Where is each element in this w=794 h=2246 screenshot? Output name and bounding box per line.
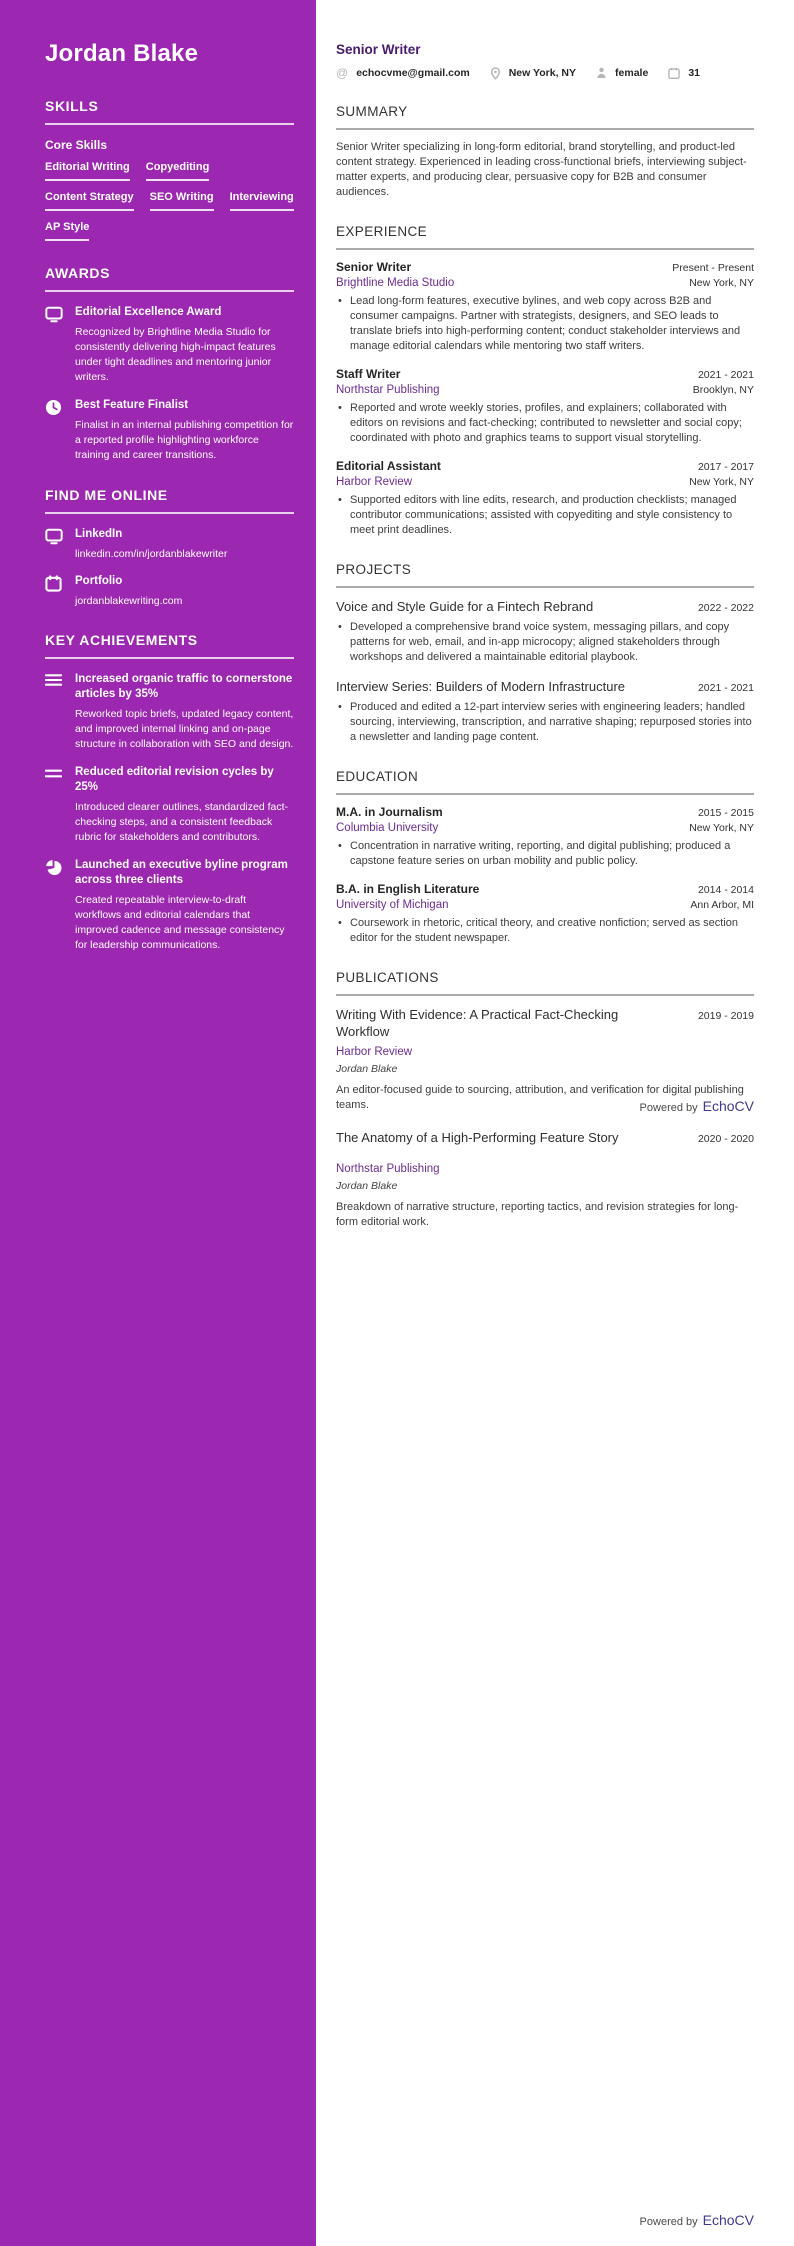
publication-author: Jordan Blake xyxy=(336,1180,398,1192)
monitor-icon xyxy=(45,527,63,561)
publications-heading: PUBLICATIONS xyxy=(336,970,754,996)
achievement-title: Increased organic traffic to cornerstone articles by 35% xyxy=(75,673,293,700)
summary-section xyxy=(336,104,754,200)
contact-age: 31 xyxy=(688,67,700,79)
sidebar xyxy=(0,0,316,2246)
echocv-brand-link[interactable]: EchoCV xyxy=(702,2212,754,2228)
online-link-item[interactable] xyxy=(45,574,294,608)
list-icon xyxy=(45,672,63,752)
key-achievements-section xyxy=(45,632,294,953)
experience-company-link[interactable]: Brightline Media Studio xyxy=(336,277,455,289)
achievement-item xyxy=(45,672,294,752)
experience-company-link[interactable]: Northstar Publishing xyxy=(336,384,440,396)
find-me-online-section xyxy=(45,487,294,608)
achievement-item xyxy=(45,765,294,845)
achievement-title: Launched an executive byline program across three clients xyxy=(75,859,288,886)
job-title: Senior Writer xyxy=(336,42,421,57)
projects-heading: PROJECTS xyxy=(336,562,754,588)
education-degree: M.A. in Journalism xyxy=(336,805,443,819)
online-link-label: LinkedIn xyxy=(75,528,123,540)
education-entry xyxy=(336,882,754,946)
skill-tag: Interviewing xyxy=(230,191,294,211)
achievement-description: Introduced clearer outlines, standardized fact-checking steps, and a consistent feedback rubric for stakeholders and contributors. xyxy=(75,801,289,843)
education-dates: 2015 - 2015 xyxy=(697,807,754,819)
experience-title: Editorial Assistant xyxy=(336,459,441,473)
award-item xyxy=(45,398,294,463)
lines-icon xyxy=(45,765,63,845)
key-achievements-heading: KEY ACHIEVEMENTS xyxy=(45,632,294,659)
project-bullet: • Developed a comprehensive brand voice system, messaging pillars, and copy patterns for web, email, and in-app microcopy; aligned stakeholders through workshops and delivered a maintainable editorial playbook. xyxy=(336,620,754,665)
experience-company-link[interactable]: Harbor Review xyxy=(336,476,413,488)
projects-section xyxy=(336,562,754,745)
skill-tag: Copyediting xyxy=(146,161,210,181)
main-column xyxy=(336,0,754,1159)
publication-dates: 2020 - 2020 xyxy=(697,1133,754,1145)
education-school-link[interactable]: University of Michigan xyxy=(336,899,449,911)
experience-heading: EXPERIENCE xyxy=(336,224,754,250)
person-name: Jordan Blake xyxy=(45,40,199,67)
publication-description: Breakdown of narrative structure, reporting tactics, and revision strategies for long-form editorial work. xyxy=(336,1201,739,1228)
achievement-title: Reduced editorial revision cycles by 25% xyxy=(75,766,274,793)
experience-bullet: • Supported editors with line edits, research, and production checklists; managed contributor communications; assisted with copyediting and style consistency to meet print deadlines. xyxy=(336,493,754,538)
awards-heading: AWARDS xyxy=(45,265,294,292)
education-bullet: • Concentration in narrative writing, reporting, and digital publishing; produced a capstone feature series on urban mobility and public policy. xyxy=(336,839,754,869)
award-description: Finalist in an internal publishing competition for a reported profile highlighting workforce training and career transitions. xyxy=(75,419,294,461)
experience-bullet: • Reported and wrote weekly stories, profiles, and explainers; collaborated with editors on revisions and fact-checking; contributed to newsletter and social copy; coordinated with photo and graphics teams to support visual storytelling. xyxy=(336,401,754,446)
award-title: Editorial Excellence Award xyxy=(75,306,222,318)
project-entry xyxy=(336,598,754,665)
publication-publisher-link[interactable]: Northstar Publishing xyxy=(336,1163,440,1175)
skills-group-label: Core Skills xyxy=(45,138,108,152)
skill-tag: SEO Writing xyxy=(150,191,214,211)
project-bullet: • Produced and edited a 12-part interview series with engineering leaders; handled sourcing, interviewing, transcription, and narrative shaping; repurposed stories into a newsletter and landing page content. xyxy=(336,700,754,745)
education-heading: EDUCATION xyxy=(336,769,754,795)
calendar-icon xyxy=(668,67,680,79)
education-entry xyxy=(336,805,754,869)
monitor-icon xyxy=(45,305,63,385)
skill-tags xyxy=(45,161,294,241)
location-pin-icon xyxy=(490,67,501,80)
experience-entry xyxy=(336,367,754,446)
education-dates: 2014 - 2014 xyxy=(697,884,754,896)
experience-title: Senior Writer xyxy=(336,260,412,274)
project-title: Interview Series: Builders of Modern Infrastructure xyxy=(336,679,626,694)
online-link-url[interactable]: jordanblakewriting.com xyxy=(75,595,183,607)
skills-heading: SKILLS xyxy=(45,98,294,125)
summary-text: Senior Writer specializing in long-form editorial, brand storytelling, and product-led content strategy. Experienced in leading cross-functional briefs, interviewing subject-matter experts, and producing clear, persuasive copy for B2B and consumer audiences. xyxy=(336,141,747,198)
award-item xyxy=(45,305,294,385)
achievement-description: Reworked topic briefs, updated legacy content, and improved internal linking and on-page structure in collaboration with SEO and design. xyxy=(75,708,294,750)
project-dates: 2021 - 2021 xyxy=(697,682,754,694)
online-link-item[interactable] xyxy=(45,527,294,561)
education-location: New York, NY xyxy=(689,822,754,834)
powered-by-label: Powered by xyxy=(639,2216,698,2228)
publication-title: Writing With Evidence: A Practical Fact-Checking Workflow xyxy=(336,1007,619,1039)
experience-dates: Present - Present xyxy=(672,262,754,274)
online-link-body xyxy=(75,574,182,608)
publication-dates: 2019 - 2019 xyxy=(697,1010,754,1022)
education-degree: B.A. in English Literature xyxy=(336,882,480,896)
project-title: Voice and Style Guide for a Fintech Rebrand xyxy=(336,599,594,614)
publication-entry xyxy=(336,1006,754,1113)
find-me-online-heading: FIND ME ONLINE xyxy=(45,487,294,514)
achievement-item xyxy=(45,858,294,953)
calendar-icon xyxy=(45,574,63,608)
experience-bullet: • Lead long-form features, executive bylines, and web copy across B2B and consumer campaigns. Partner with strategists, designers, and SEO leads to translate briefs into high-performing content; conduct stakeholder interviews and manage editorial calendars while mentoring two staff writers. xyxy=(336,294,754,354)
publication-author: Jordan Blake xyxy=(336,1063,398,1075)
experience-title: Staff Writer xyxy=(336,367,401,381)
experience-location: New York, NY xyxy=(689,476,754,488)
pie-chart-icon xyxy=(45,858,63,953)
experience-dates: 2021 - 2021 xyxy=(697,369,754,381)
experience-location: Brooklyn, NY xyxy=(692,384,754,396)
page2-footer xyxy=(640,2212,754,2228)
achievement-body xyxy=(75,765,294,845)
contact-row xyxy=(336,66,754,80)
clock-icon xyxy=(45,398,63,463)
experience-entry xyxy=(336,459,754,538)
contact-location: New York, NY xyxy=(508,67,577,79)
powered-by-label: Powered by xyxy=(639,1102,698,1114)
publication-description: An editor-focused guide to sourcing, attribution, and verification for digital publishing teams. xyxy=(336,1084,744,1111)
contact-gender: female xyxy=(615,67,649,79)
skill-tag: Editorial Writing xyxy=(45,161,130,181)
publication-entry xyxy=(336,1129,754,1146)
award-body xyxy=(75,398,294,463)
skills-section xyxy=(45,98,294,241)
contact-email[interactable]: echocvme@gmail.com xyxy=(356,67,470,79)
education-school-link[interactable]: Columbia University xyxy=(336,822,439,834)
award-body xyxy=(75,305,294,385)
project-dates: 2022 - 2022 xyxy=(697,602,754,614)
experience-dates: 2017 - 2017 xyxy=(697,461,754,473)
education-bullet: • Coursework in rhetoric, critical theory, and creative nonfiction; served as section editor for the student newspaper. xyxy=(336,916,754,946)
education-location: Ann Arbor, MI xyxy=(690,899,754,911)
skill-tag: AP Style xyxy=(45,221,89,241)
experience-location: New York, NY xyxy=(689,277,754,289)
skill-tag: Content Strategy xyxy=(45,191,134,211)
achievement-description: Created repeatable interview-to-draft workflows and editorial calendars that improved cadence and message consistency for leadership communications. xyxy=(75,894,285,951)
publications-section xyxy=(336,970,754,1146)
award-title: Best Feature Finalist xyxy=(75,399,189,411)
achievement-body xyxy=(75,672,294,752)
person-icon xyxy=(596,67,607,79)
project-entry xyxy=(336,678,754,745)
education-section xyxy=(336,769,754,946)
experience-section xyxy=(336,224,754,538)
online-link-label: Portfolio xyxy=(75,575,123,587)
summary-heading: SUMMARY xyxy=(336,104,754,130)
publication-title: The Anatomy of a High-Performing Feature Story xyxy=(336,1130,619,1145)
awards-section xyxy=(45,265,294,463)
echocv-brand-link[interactable]: EchoCV xyxy=(702,1098,754,1114)
publication-publisher-link[interactable]: Harbor Review xyxy=(336,1046,413,1058)
online-link-body xyxy=(75,527,227,561)
achievement-body xyxy=(75,858,294,953)
at-icon: @ xyxy=(336,66,349,80)
award-description: Recognized by Brightline Media Studio for consistently delivering high-impact features under tight deadlines and mentoring junior writers. xyxy=(75,326,276,383)
experience-entry xyxy=(336,260,754,354)
page1-footer xyxy=(640,1098,754,1114)
online-link-url[interactable]: linkedin.com/in/jordanblakewriter xyxy=(75,548,228,560)
publication-continued xyxy=(336,1163,754,1230)
